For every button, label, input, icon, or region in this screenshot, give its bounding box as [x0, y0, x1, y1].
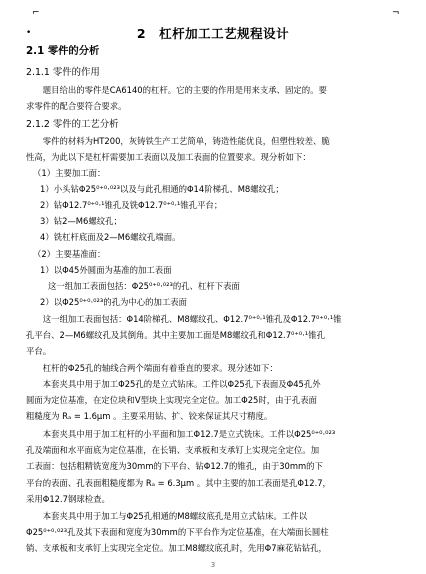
list-item: 2）以Φ25⁰⁺⁰·⁰²³的孔为中心的加工表面: [40, 297, 187, 307]
paragraph-line: 本套夹具中用于加工杠杆的小平面和加工Φ12.7是立式铣床。工件以Φ25⁰⁺⁰·⁰²³: [26, 429, 336, 439]
chapter-title: 2 杠杆加工工艺规程设计: [136, 26, 290, 41]
paragraph-line: 本套夹具中用于加工与Φ25孔相通的M8螺纹底孔是用立式钻床。工件以: [26, 511, 308, 521]
page-number: 3: [210, 561, 216, 569]
section-heading-2-1-2: 2.1.2 零件的工艺分析: [26, 119, 119, 130]
list-item: 4）铣杠杆底面及2—M6螺纹孔端面。: [40, 232, 181, 242]
paragraph-line: 零件的材料为HT200，灰铸铁生产工艺简单，铸造性能优良，但塑性较差、脆: [26, 136, 330, 146]
list-item: 这一组加工表面包括：Φ25⁰⁺⁰·⁰²³的孔、杠杆下表面: [48, 281, 240, 291]
paragraph-line: 这一组加工表面包括：Φ14阶梯孔、M8螺纹孔、Φ12.7⁰⁺⁰·¹锥孔及Φ12.7⁰⁺⁰·¹锥: [26, 314, 342, 324]
section-heading-2-1-1: 2.1.1 零件的作用: [26, 67, 100, 78]
corner-mark-icon: ¬: [392, 8, 400, 18]
paragraph-line: 题目给出的零件是CA6140的杠杆。它的主要的作用是用来支承、固定的。要: [26, 85, 327, 95]
list-heading: （2）主要基准面：: [33, 249, 106, 259]
paragraph-line: 孔及端面和水平面底为定位基准，在长销、支承板和支承钉上实现完全定位。加: [26, 445, 320, 455]
list-item: 1）以Φ45外圆面为基准的加工表面: [40, 265, 172, 275]
paragraph-line: Φ25⁰⁺⁰·⁰²³孔及其下表面和宽度为30mm的下平台作为定位基准，在大端面长圆柱: [26, 527, 329, 537]
paragraph-line: 粗糙度为 Rₐ = 1.6μm 。主要采用钻、扩、铰来保证其尺寸精度。: [26, 411, 273, 421]
paragraph-line: 圆面为定位基准，在定位块和V型块上实现完全定位。加工Φ25时，由于孔表面: [26, 395, 317, 405]
paragraph-line: 性高，为此以下是杠杆需要加工表面以及加工表面的位置要求。现分析如下：: [26, 152, 311, 162]
paragraph-line: 平台的表面、孔表面粗糙度都为 Rₐ = 6.3μm 。其中主要的加工表面是孔Φ12.7，: [26, 478, 331, 488]
list-item: 2）钻Φ12.7⁰⁺⁰·¹锥孔及铣Φ12.7⁰⁺⁰·¹锥孔平台；: [40, 200, 223, 210]
list-heading: （1）主要加工面：: [33, 168, 106, 178]
paragraph-line: 采用Φ12.7钢球检查。: [26, 494, 110, 504]
paragraph-line: 本套夹具中用于加工Φ25孔的是立式钻床。工件以Φ25孔下表面及Φ45孔外: [26, 379, 321, 389]
section-heading-2-1: 2.1 零件的分析: [26, 45, 100, 57]
paragraph-line: 平台。: [26, 346, 52, 356]
list-item: 3）钻2—M6螺纹孔；: [40, 216, 122, 226]
paragraph-line: 销、支承板和支承钉上实现完全定位。加工M8螺纹底孔时，先用Φ7麻花钻钻孔，: [26, 543, 327, 553]
corner-mark-icon: ⌐: [32, 8, 40, 18]
paragraph-line: 求零件的配合要符合要求。: [26, 101, 127, 111]
bullet-icon: •: [26, 28, 32, 38]
list-item: 1）小头钻Φ25⁰⁺⁰·⁰²³以及与此孔相通的Φ14阶梯孔、M8螺纹孔；: [40, 184, 284, 194]
paragraph-line: 杠杆的Φ25孔的轴线合两个端面有着垂直的要求。现分述如下：: [26, 363, 278, 373]
paragraph-line: 工表面：包括粗精铣宽度为30mm的下平台、钻Φ12.7的锥孔，由于30mm的下: [26, 461, 323, 471]
paragraph-line: 孔平台、2—M6螺纹孔及其倒角。其中主要加工面是M8螺纹孔和Φ12.7⁰⁺⁰·¹锥孔: [26, 330, 325, 340]
